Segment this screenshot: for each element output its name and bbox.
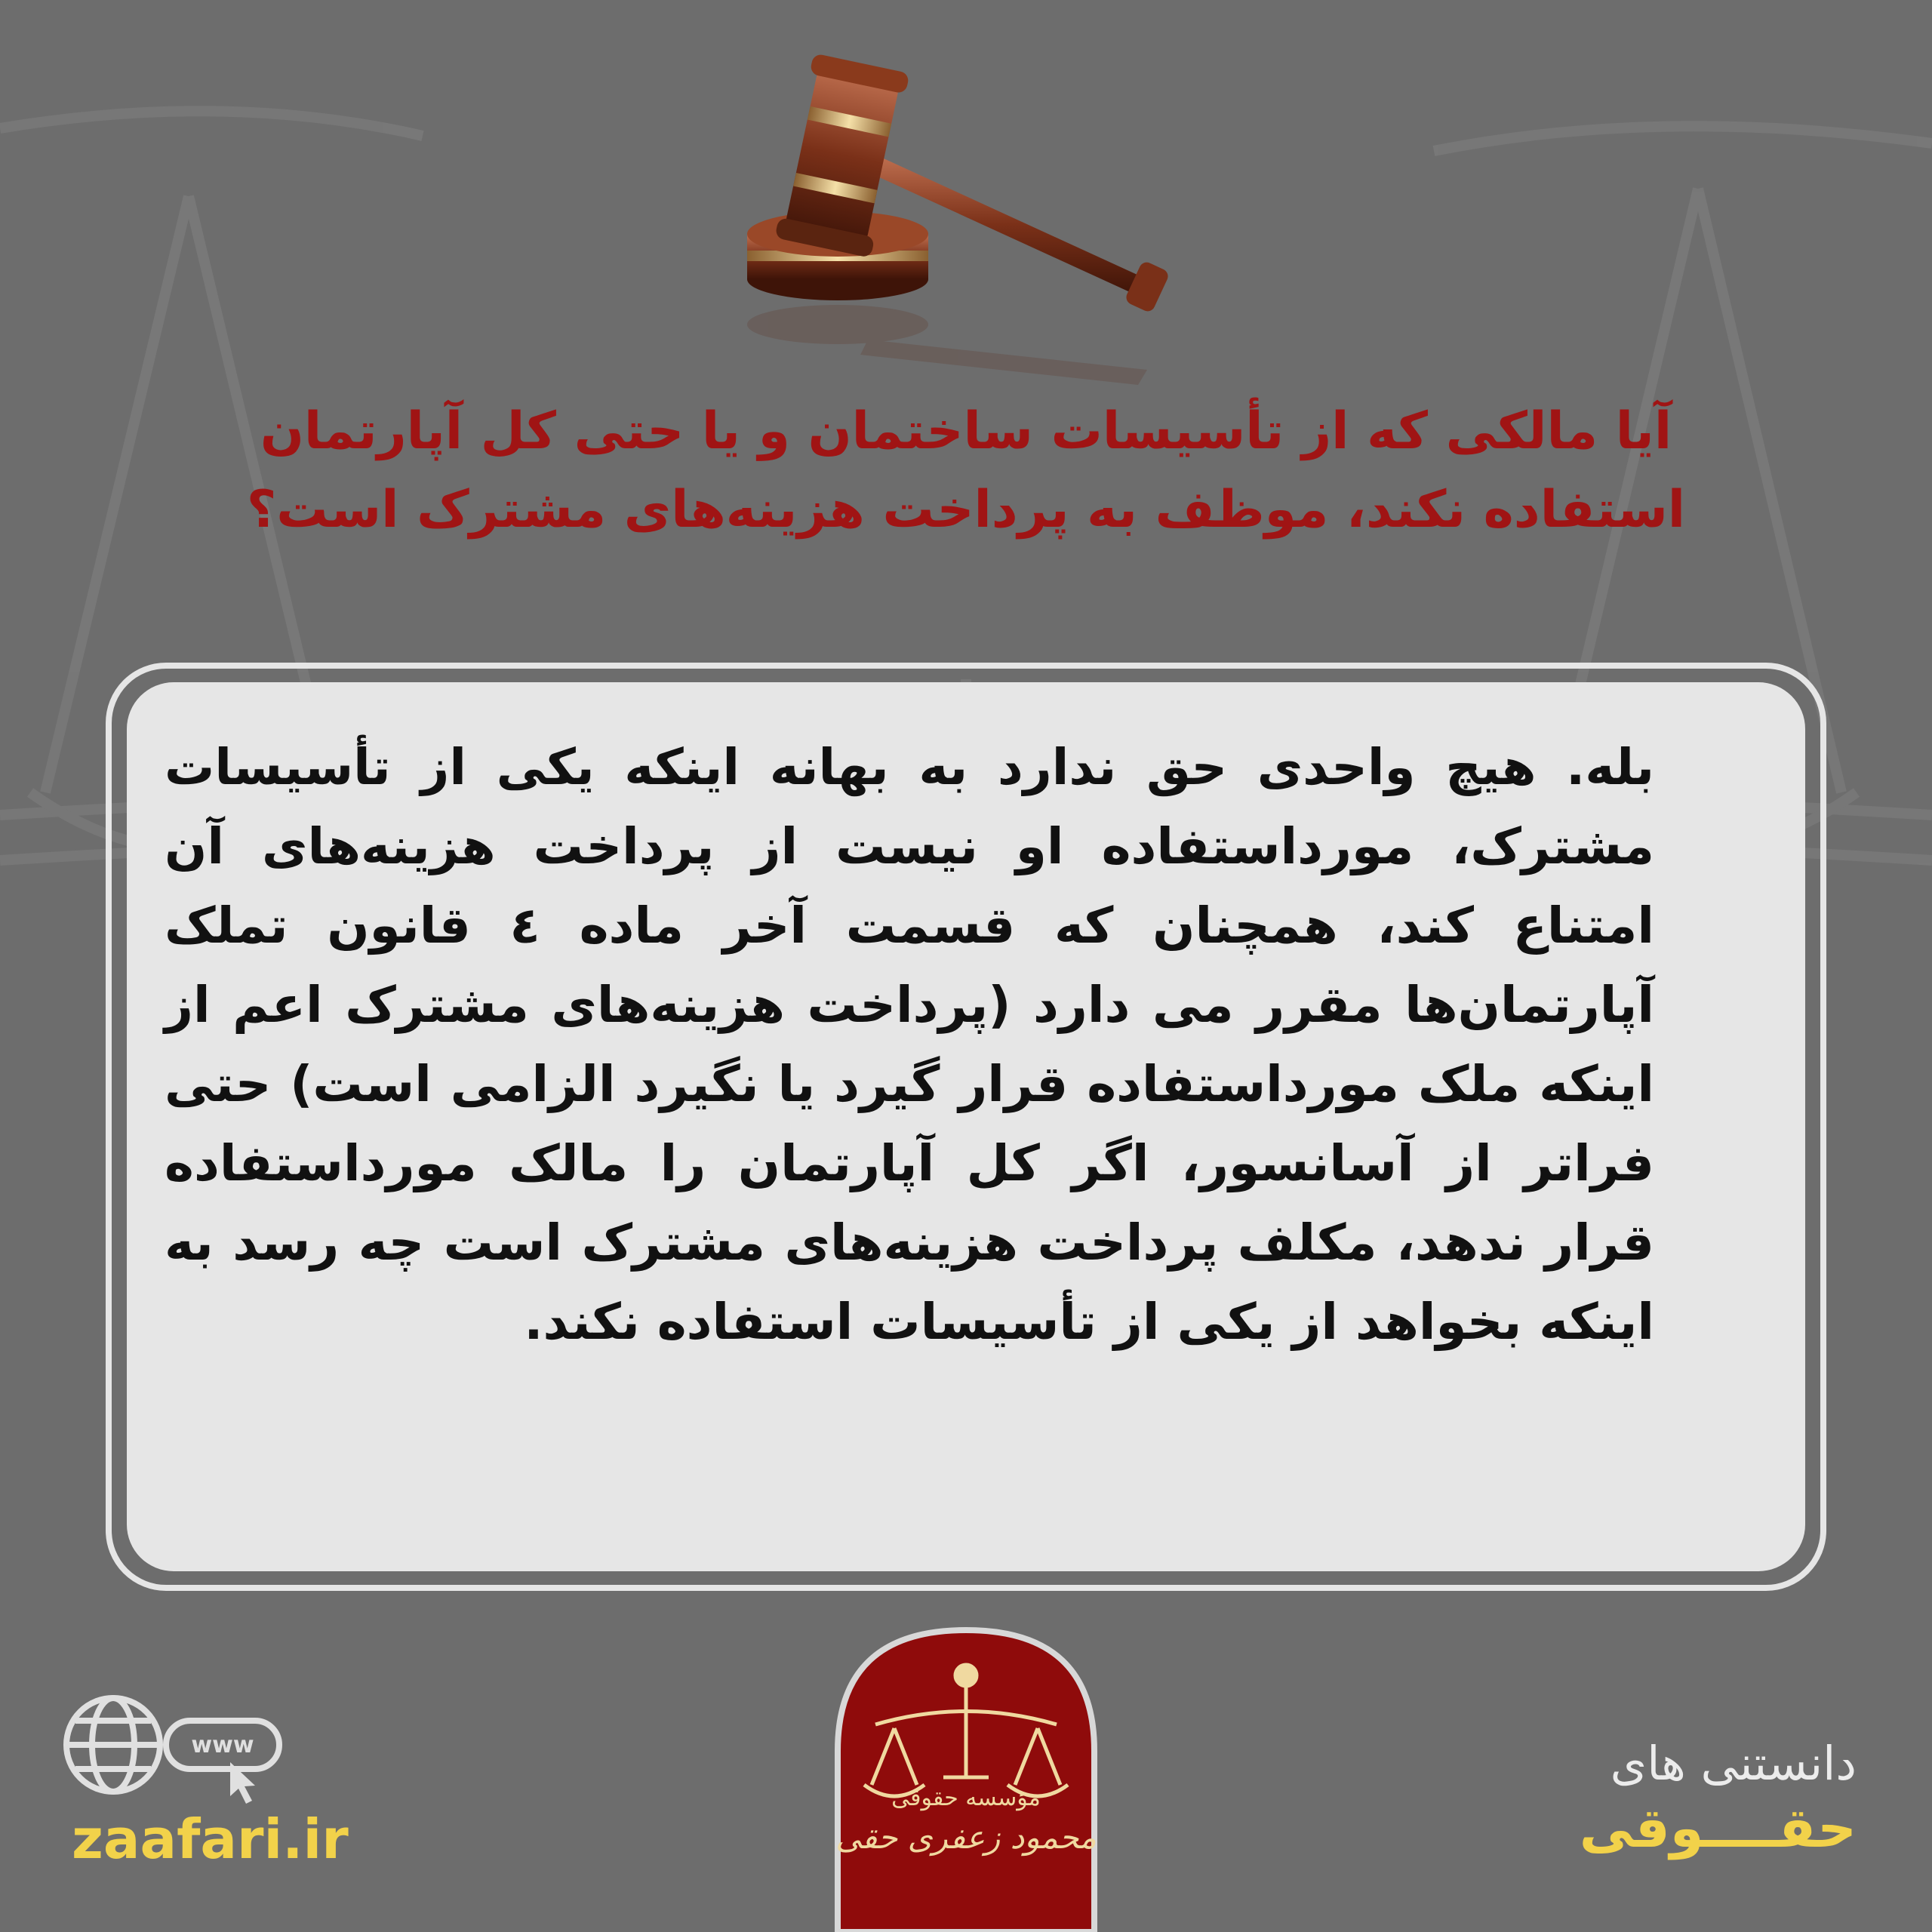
seal-text-1: مؤسسه حقوقی (891, 1785, 1041, 1811)
question-line-2: استفاده نکند، موظف به پرداخت هزینه‌های مشترک است؟ (246, 480, 1686, 540)
brand-line-2: حقــــوقی (1579, 1796, 1857, 1860)
question-line-1: آیا مالکی که از تأسیسات ساختمان و یا حتی کل آپارتمان (260, 401, 1672, 461)
website-link[interactable]: zaafari.ir (72, 1807, 349, 1871)
globe-icon (60, 1690, 287, 1811)
answer-text: بله. هیچ واحدی حق ندارد به بهانه اینکه یکی از تأسیسات مشترک، مورداستفاده او نیست از پرداخت هزینه‌های آن امتناع کند، همچنان که قسمت آخر ماده ٤ قانون تملک آپارتمان‌ها مقرر می دارد (پرداخت هزینه‌های مشترک اعم از اینکه ملک مورداستفاده قرار گیرد یا نگیرد الزامی است) حتی فراتر از آسانسور، اگر کل آپارتمان را مالک مورداستفاده قرار ندهد، مکلف پرداخت هزینه‌های مشترک است چه رسد به اینکه بخواهد از یکی از تأسیسات استفاده نکند. (165, 738, 1655, 1351)
brand-line-1: دانستنی های (1610, 1736, 1857, 1791)
question-heading (151, 392, 1781, 549)
institute-seal (830, 1623, 1102, 1932)
seal-text-2: محمود زعفری حقی (835, 1819, 1097, 1856)
answer-card (127, 682, 1805, 1571)
gavel-image (724, 53, 1223, 445)
www-label: www (191, 1732, 254, 1758)
